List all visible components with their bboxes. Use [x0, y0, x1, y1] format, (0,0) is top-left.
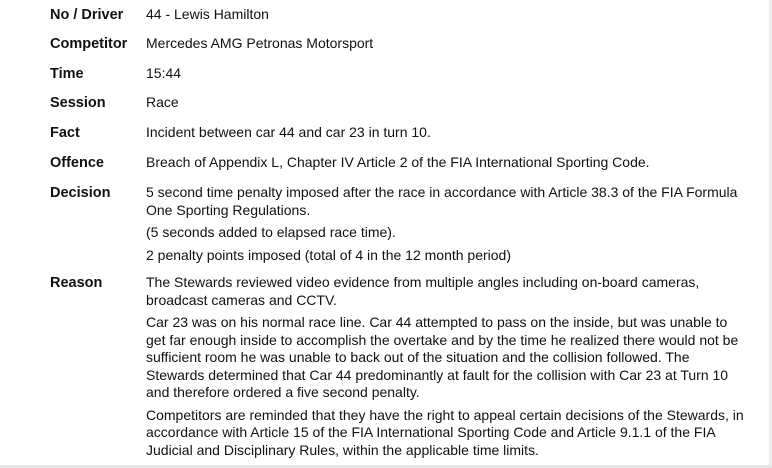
- label-driver: No / Driver: [50, 7, 124, 23]
- value-driver: 44 - Lewis Hamilton: [146, 6, 269, 22]
- value-fact: Incident between car 44 and car 23 in turn 10.: [146, 124, 431, 140]
- label-offence: Offence: [50, 155, 104, 171]
- decision-paragraph: 5 second time penalty imposed after the race in accordance with Article 38.3 of the FIA Formula One Sporting Regulations.: [146, 184, 738, 218]
- value-decision: [146, 184, 746, 264]
- label-competitor: Competitor: [50, 36, 128, 52]
- label-decision: Decision: [50, 185, 111, 201]
- value-competitor: Mercedes AMG Petronas Motorsport: [146, 35, 374, 51]
- reason-paragraph: The Stewards reviewed video evidence from multiple angles including on-board cameras, broadcast cameras and CCTV.: [146, 274, 700, 308]
- value-time: 15:44: [146, 65, 182, 81]
- label-reason: Reason: [50, 275, 103, 291]
- label-session: Session: [50, 95, 106, 111]
- value-session: Race: [146, 94, 179, 110]
- value-offence: Breach of Appendix L, Chapter IV Article 2 of the FIA International Sporting Code.: [146, 154, 650, 170]
- decision-paragraph: (5 seconds added to elapsed race time).: [146, 224, 396, 240]
- reason-paragraph: Car 23 was on his normal race line. Car 44 attempted to pass on the inside, but was unable to get far enough inside to accomplish the overtake and by the time he realized there would not be sufficient room he was unable to back out of the situation and the collision followed. The Stewards determined that Car 44 predominantly at fault for the collision with Car 23 at Turn 10 and therefore ordered a five second penalty.: [146, 314, 739, 400]
- reason-paragraph: Competitors are reminded that they have the right to appeal certain decisions of the Stewards, in accordance with Article 15 of the FIA International Sporting Code and Article 9.1.1 of the FIA Judicial and Disciplinary Rules, within the applicable time limits.: [146, 406, 744, 458]
- label-time: Time: [50, 66, 84, 82]
- label-fact: Fact: [50, 125, 80, 141]
- value-reason: [146, 274, 746, 459]
- decision-paragraph: 2 penalty points imposed (total of 4 in the 12 month period): [146, 246, 511, 263]
